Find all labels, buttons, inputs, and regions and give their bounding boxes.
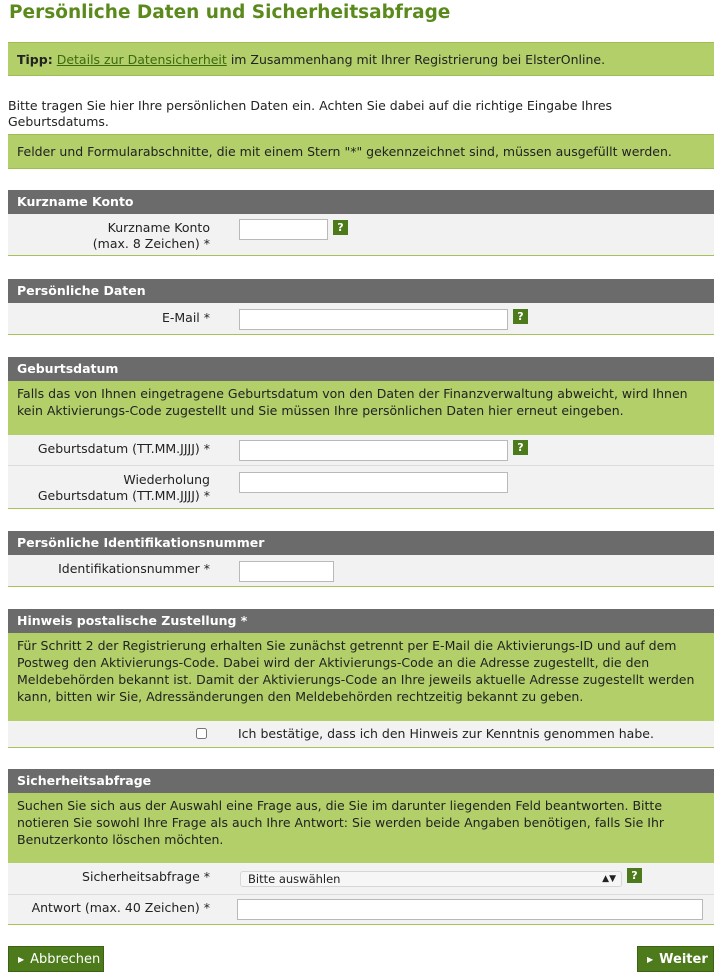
arrow-right-icon: ▶ bbox=[647, 955, 654, 964]
page-title: Persönliche Daten und Sicherheitsabfrage bbox=[9, 2, 451, 23]
next-button-label: Weiter bbox=[659, 952, 708, 967]
security-answer-label: Antwort (max. 40 Zeichen) * bbox=[31, 900, 210, 915]
tip-box bbox=[8, 42, 714, 76]
row-divider bbox=[8, 465, 714, 466]
security-question-label: Sicherheitsabfrage * bbox=[82, 869, 210, 884]
section-header-sicherheit: Sicherheitsabfrage bbox=[8, 769, 714, 793]
sicherheit-description: Suchen Sie sich aus der Auswahl eine Frage aus, die Sie im darunter liegenden Feld beantworten. Bitte notieren Sie sowohl Ihre Frage als auch Ihre Antwort: Sie werden beide Angaben benötigen, falls Sie Ihr Benutzerkonto löschen möchten. bbox=[8, 793, 714, 863]
kurzname-label-line1: Kurzname Konto bbox=[107, 220, 210, 235]
birthdate-repeat-label-line2: Geburtsdatum (TT.MM.JJJJ) * bbox=[37, 488, 210, 503]
kurzname-label-line2: (max. 8 Zeichen) * bbox=[92, 236, 210, 251]
kurzname-label bbox=[8, 220, 210, 252]
hinweis-description: Für Schritt 2 der Registrierung erhalten Sie zunächst getrennt per E-Mail die Aktivierungs-ID und auf dem Postweg den Aktivierungs-Code. Dabei wird der Aktivierungs-Code an die Adresse zugestellt, die den Meldebehörden bekannt ist. Damit der Aktivierungs-Code an Ihre jeweils aktuelle Adresse zugestellt werden kann, bitten wir Sie, Adressänderungen den Meldebehörden rechtzeitig bekannt zu geben. bbox=[8, 633, 714, 721]
birthdate-input[interactable] bbox=[239, 440, 508, 461]
security-answer-input[interactable] bbox=[237, 899, 703, 920]
hinweis-confirm-checkbox[interactable] bbox=[196, 728, 207, 739]
section-header-idnr: Persönliche Identifikationsnummer bbox=[8, 531, 714, 555]
kurzname-help-icon[interactable]: ? bbox=[333, 220, 348, 235]
idnr-label: Identifikationsnummer * bbox=[58, 561, 210, 576]
tip-text: im Zusammenhang mit Ihrer Registrierung bei ElsterOnline. bbox=[230, 51, 606, 67]
security-question-help-icon[interactable]: ? bbox=[627, 868, 642, 883]
birthdate-help-icon[interactable]: ? bbox=[513, 440, 528, 455]
section-header-kurzname: Kurzname Konto bbox=[8, 190, 714, 214]
birthdate-repeat-input[interactable] bbox=[239, 472, 508, 493]
cancel-button[interactable] bbox=[8, 946, 104, 972]
arrow-right-icon: ▶ bbox=[18, 955, 25, 964]
email-help-icon[interactable]: ? bbox=[513, 309, 528, 324]
row-divider bbox=[8, 894, 714, 895]
birthdate-repeat-label bbox=[8, 472, 210, 504]
geburtsdatum-description: Falls das von Ihnen eingetragene Geburtsdatum von den Daten der Finanzverwaltung abweicht, wird Ihnen kein Aktivierungs-Code zugestellt und Sie müssen Ihre persönlichen Daten hier erneut eingeben. bbox=[8, 381, 714, 435]
data-security-link[interactable]: Details zur Datensicherheit bbox=[56, 51, 227, 67]
tip-label: Tipp: bbox=[17, 51, 53, 67]
intro-text: Bitte tragen Sie hier Ihre persönlichen Daten ein. Achten Sie dabei auf die richtige Eingabe Ihres Geburtsdatums. bbox=[8, 98, 613, 129]
section-header-geburtsdatum: Geburtsdatum bbox=[8, 357, 714, 381]
cancel-button-label: Abbrechen bbox=[30, 952, 101, 967]
required-note-text: Felder und Formularabschnitte, die mit einem Stern "*" gekennzeichnet sind, müssen ausgefüllt werden. bbox=[17, 144, 672, 159]
hinweis-confirm-label: Ich bestätige, dass ich den Hinweis zur Kenntnis genommen habe. bbox=[238, 726, 654, 741]
section-header-persoenlich: Persönliche Daten bbox=[8, 279, 714, 303]
birthdate-label: Geburtsdatum (TT.MM.JJJJ) * bbox=[37, 441, 210, 456]
next-button[interactable] bbox=[637, 946, 714, 972]
kurzname-input[interactable] bbox=[239, 219, 328, 240]
email-label: E-Mail * bbox=[161, 310, 210, 325]
required-note bbox=[8, 134, 714, 169]
select-arrows-icon: ▲▼ bbox=[602, 874, 616, 884]
email-input[interactable] bbox=[239, 309, 508, 330]
birthdate-repeat-label-line1: Wiederholung bbox=[123, 472, 210, 487]
section-header-hinweis: Hinweis postalische Zustellung * bbox=[8, 609, 714, 633]
security-question-select[interactable] bbox=[240, 871, 622, 887]
idnr-input[interactable] bbox=[239, 561, 334, 582]
security-question-selected: Bitte auswählen bbox=[248, 872, 341, 886]
